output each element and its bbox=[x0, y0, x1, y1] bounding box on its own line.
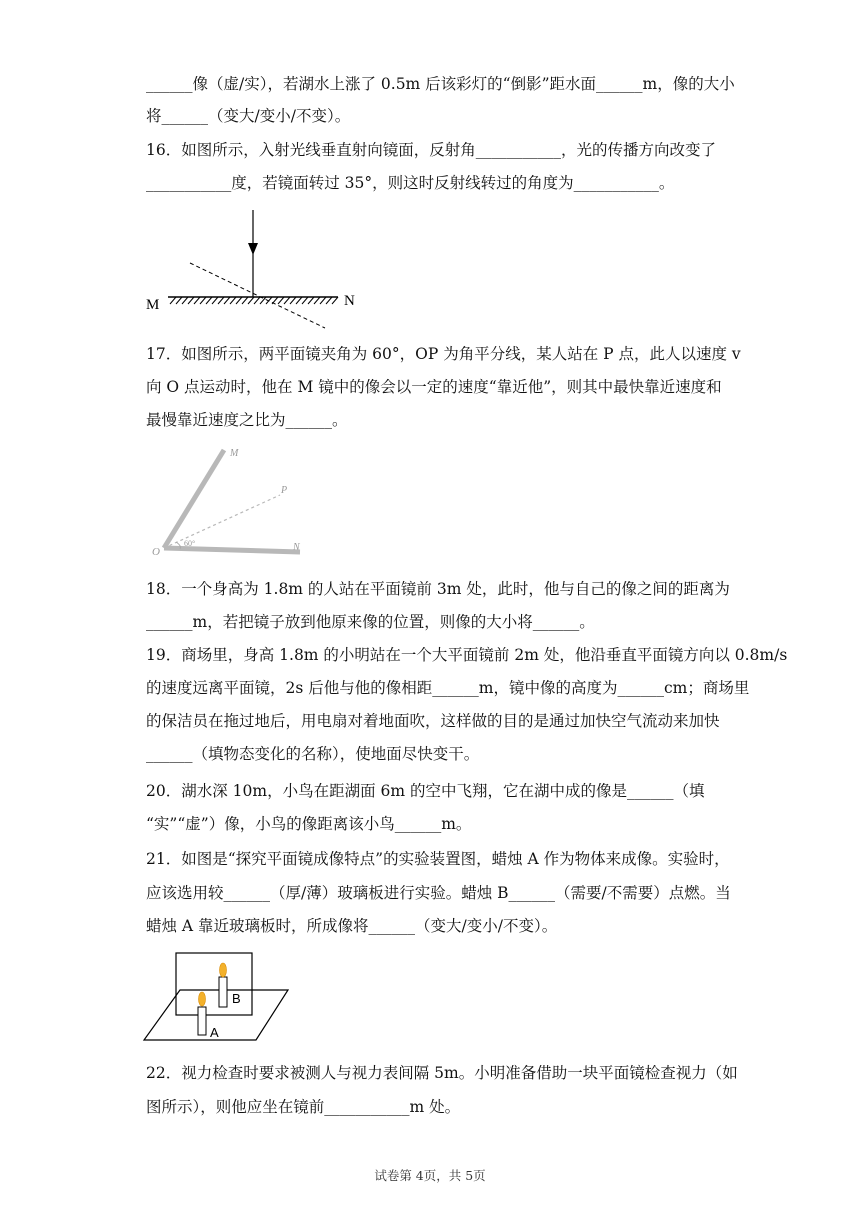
question-15-text-line-2: 将______（变大/变小/不变）。 bbox=[146, 107, 351, 125]
question-16-text-line-2: ___________度，若镜面转过 35°，则这时反射线转过的角度为___________。 bbox=[146, 174, 675, 192]
question-17-text-line-1: 17．如图所示，两平面镜夹角为 60°，OP 为角平分线，某人站在 P 点，此人以速度 v bbox=[146, 345, 741, 363]
question-21-text-line-2: 应该选用较______（厚/薄）玻璃板进行实验。蜡烛 B______（需要/不需要）点燃。当 bbox=[146, 884, 731, 902]
question-20-text-line-1: 20．湖水深 10m，小鸟在距湖面 6m 的空中飞翔，它在湖中成的像是______（填 bbox=[146, 782, 705, 800]
fig17-label-p: P bbox=[281, 485, 288, 496]
question-21-text-line-3: 蜡烛 A 靠近玻璃板时，所成像将______（变大/变小/不变）。 bbox=[146, 917, 558, 935]
figure-16-mirror-diagram bbox=[140, 205, 380, 335]
question-17-text-line-2: 向 O 点运动时，他在 M 镜中的像会以一定的速度“靠近他”，则其中最快靠近速度和 bbox=[146, 378, 722, 396]
fig17-label-n: N bbox=[293, 542, 300, 553]
question-19-text-line-2: 的速度远离平面镜，2s 后他与他的像相距______m，镜中像的高度为______cm；商场里 bbox=[146, 679, 750, 697]
question-21-text-line-1: 21．如图是“探究平面镜成像特点”的实验装置图，蜡烛 A 作为物体来成像。实验时， bbox=[146, 850, 730, 868]
fig17-label-m: M bbox=[230, 448, 239, 459]
figure-21-candle-experiment bbox=[140, 948, 300, 1048]
page-footer: 试卷第 4页，共 5页 bbox=[374, 1168, 486, 1183]
fig21-label-b: B bbox=[232, 991, 241, 1006]
question-17-text-line-3: 最慢靠近速度之比为______。 bbox=[146, 411, 348, 429]
question-18-text-line-1: 18．一个身高为 1.8m 的人站在平面镜前 3m 处，此时，他与自己的像之间的距离为 bbox=[146, 580, 730, 598]
fig17-angle-label: 60° bbox=[184, 539, 196, 548]
question-19-text-line-3: 的保洁员在拖过地后，用电扇对着地面吹，这样做的目的是通过加快空气流动来加快 bbox=[146, 712, 720, 730]
fig16-label-m: M bbox=[146, 297, 160, 313]
question-22-text-line-2: 图所示），则他应坐在镜前___________m 处。 bbox=[146, 1098, 461, 1116]
question-18-text-line-2: ______m，若把镜子放到他原来像的位置，则像的大小将______。 bbox=[146, 613, 595, 631]
question-20-text-line-2: “实”“虚”）像，小鸟的像距离该小鸟______m。 bbox=[146, 815, 472, 833]
question-22-text-line-1: 22．视力检查时要求被测人与视力表间隔 5m。小明准备借助一块平面镜检查视力（如 bbox=[146, 1064, 738, 1082]
fig16-label-n: N bbox=[344, 293, 355, 309]
question-19-text-line-1: 19．商场里，身高 1.8m 的小明站在一个大平面镜前 2m 处，他沿垂直平面镜方向以 0.8m/s bbox=[146, 646, 788, 664]
fig17-label-o: O bbox=[152, 546, 160, 558]
question-19-text-line-4: ______（填物态变化的名称），使地面尽快变干。 bbox=[146, 745, 480, 763]
fig21-label-a: A bbox=[210, 1025, 219, 1040]
question-16-text-line-1: 16．如图所示，入射光线垂直射向镜面，反射角___________，光的传播方向改变了 bbox=[146, 141, 716, 159]
question-15-text-line-1: ______像（虚/实），若湖水上涨了 0.5m 后该彩灯的“倒影”距水面______m，像的大小 bbox=[146, 75, 735, 93]
figure-17-two-mirrors-diagram bbox=[140, 438, 320, 568]
